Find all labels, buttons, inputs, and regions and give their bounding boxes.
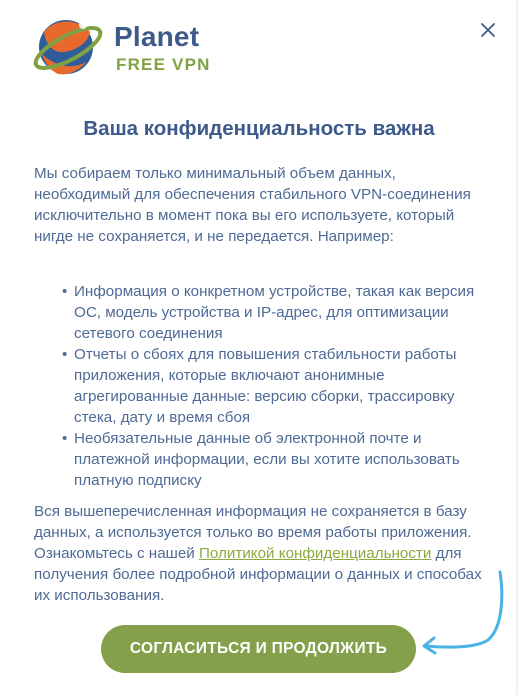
logo-subtitle: FREE VPN	[116, 55, 211, 74]
bullet-marker: •	[62, 346, 68, 363]
list-item	[62, 344, 492, 428]
pointer-arrow-icon	[418, 568, 508, 658]
list-item-text: Необязательные данные об электронной почте и платежной информации, если вы хотите использовать платную подписку	[74, 430, 460, 489]
dialog-title: Ваша конфиденциальность важна	[83, 117, 435, 140]
bullet-marker: •	[62, 283, 68, 300]
close-icon	[476, 18, 500, 42]
intro-paragraph: Мы собираем только минимальный объем данных, необходимый для обеспечения стабильного VPN-соединения исключительно в момент пока вы его используете, который нигде не сохраняется, и не передается. Например:	[34, 165, 471, 245]
planet-vpn-logo	[28, 10, 228, 80]
list-item	[62, 281, 492, 344]
outro-text-before: Вся вышеперечисленная информация не сохраняется в базу данных, а используется только во время работы приложения. Ознакомьтесь с нашей	[34, 503, 472, 562]
list-item-text: Отчеты о сбоях для повышения стабильности работы приложения, которые включают анонимные агрегированные данные: версию сборки, трассировку стека, дату и время сбоя	[74, 346, 457, 426]
close-button[interactable]	[476, 18, 500, 42]
list-item-text: Информация о конкретном устройстве, такая как версия ОС, модель устройства и IP-адрес, для оптимизации сетевого соединения	[74, 283, 475, 342]
privacy-policy-link[interactable]: Политикой конфиденциальности	[198, 545, 432, 562]
list-item	[62, 428, 492, 491]
data-collection-list	[62, 281, 492, 491]
logo-title: Planet	[114, 21, 200, 52]
accept-continue-button[interactable]: СОГЛАСИТЬСЯ И ПРОДОЛЖИТЬ	[101, 625, 416, 673]
bullet-marker: •	[62, 430, 68, 447]
outro-text-after: для получения более подробной информации о данных и способах их использования.	[34, 545, 482, 604]
planet-globe-icon	[28, 10, 108, 80]
